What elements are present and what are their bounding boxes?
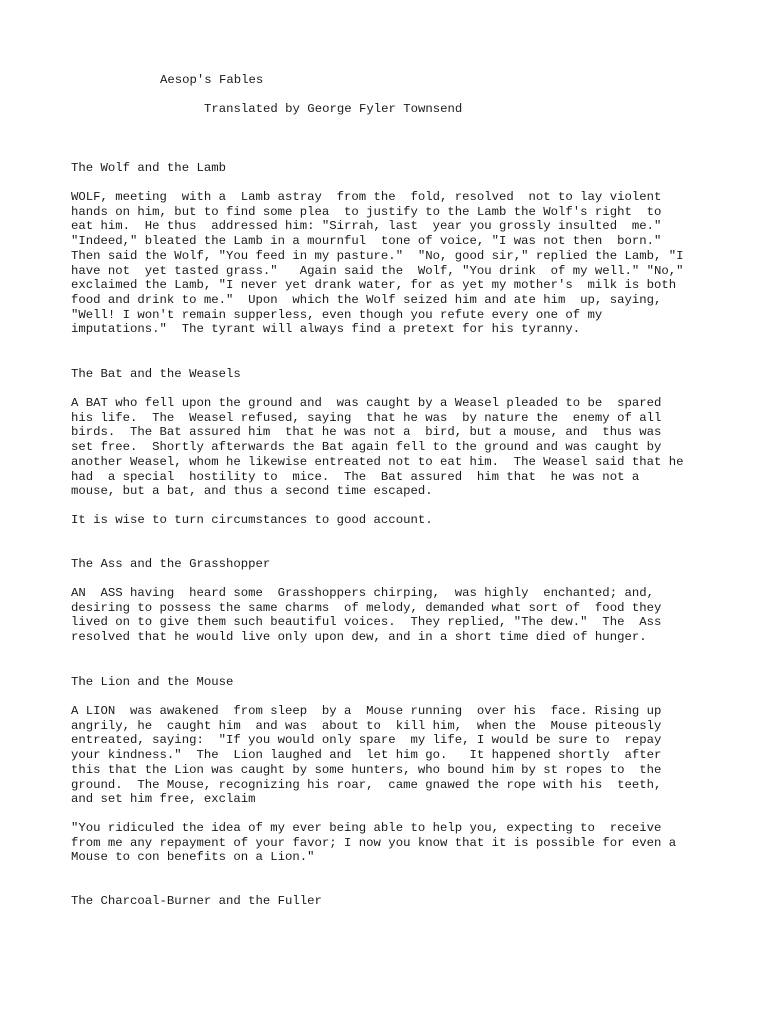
document-title: Aesop's Fables <box>160 73 264 87</box>
fable-title-lion-and-mouse: The Lion and the Mouse <box>71 675 234 689</box>
fable-paragraph: A BAT who fell upon the ground and was caught by a Weasel pleaded to be spared his life. The Weasel refused, saying that he was by nature the enemy of all birds. The Bat assured him that he was not a bird, but a mouse, and thus was set free. Shortly afterwards the Bat again fell to the ground and was caught by another Weasel, whom he likewise entreated not to eat him. The Weasel said that he had a special hostility to mice. The Bat assured him that he was not a mouse, but a bat, and thus a second time escaped. <box>71 396 684 499</box>
fable-title-bat-and-weasels: The Bat and the Weasels <box>71 367 241 381</box>
fable-moral: It is wise to turn circumstances to good account. <box>71 513 433 527</box>
fable-title-wolf-and-lamb: The Wolf and the Lamb <box>71 161 226 175</box>
fable-paragraph: WOLF, meeting with a Lamb astray from the fold, resolved not to lay violent hands on him, but to find some plea to justify to the Lamb the Wolf's right to eat him. He thus addressed him: "Sirrah, last year you grossly insulted me." "Indeed," bleated the Lamb in a mournful tone of voice, "I was not then born." Then said the Wolf, "You feed in my pasture." "No, good sir," replied the Lamb, "I have not yet tasted grass." Again said the Wolf, "You drink of my well." "No," exclaimed the Lamb, "I never yet drank water, for as yet my mother's milk is both food and drink to me." Upon which the Wolf seized him and ate him up, saying, "Well! I won't remain supperless, even though you refute every one of my imputations." The tyrant will always find a pretext for his tyranny. <box>71 190 684 337</box>
fable-title-ass-and-grasshopper: The Ass and the Grasshopper <box>71 557 271 571</box>
document-subtitle: Translated by George Fyler Townsend <box>204 102 463 116</box>
fable-paragraph: AN ASS having heard some Grasshoppers chirping, was highly enchanted; and, desiring to possess the same charms of melody, demanded what sort of food they lived on to give them such beautiful voices. They replied, "The dew." The Ass resolved that he would live only upon dew, and in a short time died of hunger. <box>71 586 662 645</box>
fable-paragraph: "You ridiculed the idea of my ever being able to help you, expecting to receive from me any repayment of your favor; I now you know that it is possible for even a Mouse to con benefits on a Lion." <box>71 821 677 865</box>
fable-title-charcoal-burner-and-fuller: The Charcoal-Burner and the Fuller <box>71 894 322 908</box>
fable-paragraph: A LION was awakened from sleep by a Mouse running over his face. Rising up angrily, he caught him and was about to kill him, when the Mouse piteously entreated, saying: "If you would only spare my life, I would be sure to repay your kindness." The Lion laughed and let him go. It happened shortly after this that the Lion was caught by some hunters, who bound him by st ropes to the ground. The Mouse, recognizing his roar, came gnawed the rope with his teeth, and set him free, exclaim <box>71 704 662 807</box>
